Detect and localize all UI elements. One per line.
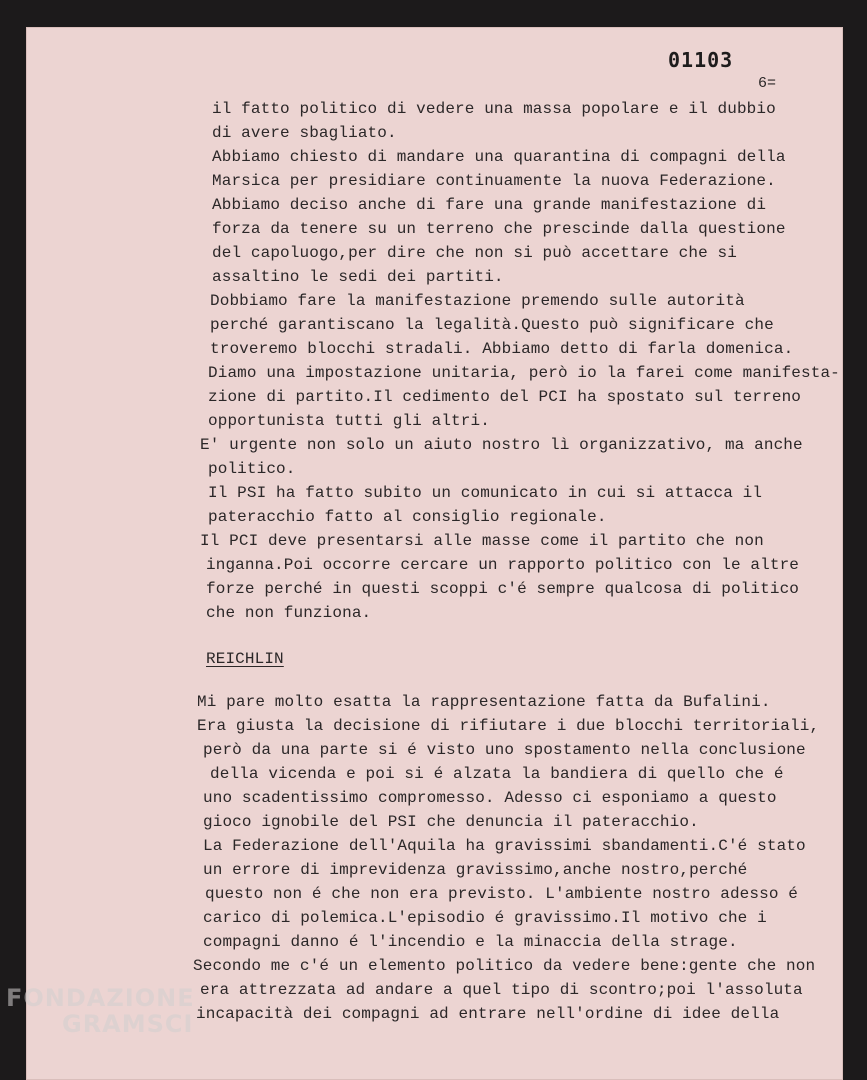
text-line: La Federazione dell'Aquila ha gravissimi sbandamenti.C'é stato bbox=[203, 837, 806, 855]
text-line: era attrezzata ad andare a quel tipo di scontro;poi l'assoluta bbox=[200, 981, 803, 999]
text-line: politico. bbox=[208, 460, 296, 478]
text-line: zione di partito.Il cedimento del PCI ha spostato sul terreno bbox=[208, 388, 802, 406]
text-line: Era giusta la decisione di rifiutare i due blocchi territoriali, bbox=[197, 717, 820, 735]
watermark-line-2: GRAMSCI bbox=[62, 1010, 194, 1038]
text-line: troveremo blocchi stradali. Abbiamo detto di farla domenica. bbox=[210, 340, 794, 358]
text-line: perché garantiscano la legalità.Questo può significare che bbox=[210, 316, 774, 334]
text-line: compagni danno é l'incendio e la minaccia della strage. bbox=[203, 933, 738, 951]
text-line: forza da tenere su un terreno che prescinde dalla questione bbox=[212, 220, 786, 238]
text-line: però da una parte si é visto uno spostamento nella conclusione bbox=[203, 741, 806, 759]
text-line: questo non é che non era previsto. L'ambiente nostro adesso é bbox=[205, 885, 799, 903]
text-line: Mi pare molto esatta la rappresentazione fatta da Bufalini. bbox=[197, 693, 771, 711]
archive-number: 01103 bbox=[668, 48, 734, 72]
speaker-heading: REICHLIN bbox=[206, 650, 284, 668]
text-line: pateracchio fatto al consiglio regionale. bbox=[208, 508, 607, 526]
text-line: gioco ignobile del PSI che denuncia il pateracchio. bbox=[203, 813, 699, 831]
text-line: inganna.Poi occorre cercare un rapporto politico con le altre bbox=[206, 556, 800, 574]
text-line: E' urgente non solo un aiuto nostro lì organizzativo, ma anche bbox=[200, 436, 803, 454]
text-line: forze perché in questi scoppi c'é sempre qualcosa di politico bbox=[206, 580, 800, 598]
text-line: Diamo una impostazione unitaria, però io la farei come manifesta- bbox=[208, 364, 840, 382]
text-line: Abbiamo chiesto di mandare una quarantina di compagni della bbox=[212, 148, 786, 166]
text-line: opportunista tutti gli altri. bbox=[208, 412, 490, 430]
text-line: Il PCI deve presentarsi alle masse come il partito che non bbox=[200, 532, 764, 550]
text-line: assaltino le sedi dei partiti. bbox=[212, 268, 504, 286]
watermark-line-1: FONDAZIONE bbox=[6, 984, 195, 1012]
foundation-watermark bbox=[6, 985, 195, 1037]
text-line: uno scadentissimo compromesso. Adesso ci esponiamo a questo bbox=[203, 789, 777, 807]
page-number: 6= bbox=[758, 75, 777, 92]
text-line: un errore di imprevidenza gravissimo,anche nostro,perché bbox=[203, 861, 748, 879]
text-line: di avere sbagliato. bbox=[212, 124, 397, 142]
text-line: della vicenda e poi si é alzata la bandiera di quello che é bbox=[210, 765, 784, 783]
text-line: carico di polemica.L'episodio é gravissimo.Il motivo che i bbox=[203, 909, 767, 927]
text-line: incapacità dei compagni ad entrare nell'ordine di idee della bbox=[196, 1005, 780, 1023]
text-line: Il PSI ha fatto subito un comunicato in cui si attacca il bbox=[208, 484, 763, 502]
text-line: il fatto politico di vedere una massa popolare e il dubbio bbox=[212, 100, 776, 118]
text-line: del capoluogo,per dire che non si può accettare che si bbox=[212, 244, 737, 262]
text-line: che non funziona. bbox=[206, 604, 372, 622]
text-line: Abbiamo deciso anche di fare una grande manifestazione di bbox=[212, 196, 767, 214]
text-line: Secondo me c'é un elemento politico da vedere bene:gente che non bbox=[193, 957, 816, 975]
text-line: Dobbiamo fare la manifestazione premendo sulle autorità bbox=[210, 292, 745, 310]
text-line: Marsica per presidiare continuamente la nuova Federazione. bbox=[212, 172, 776, 190]
